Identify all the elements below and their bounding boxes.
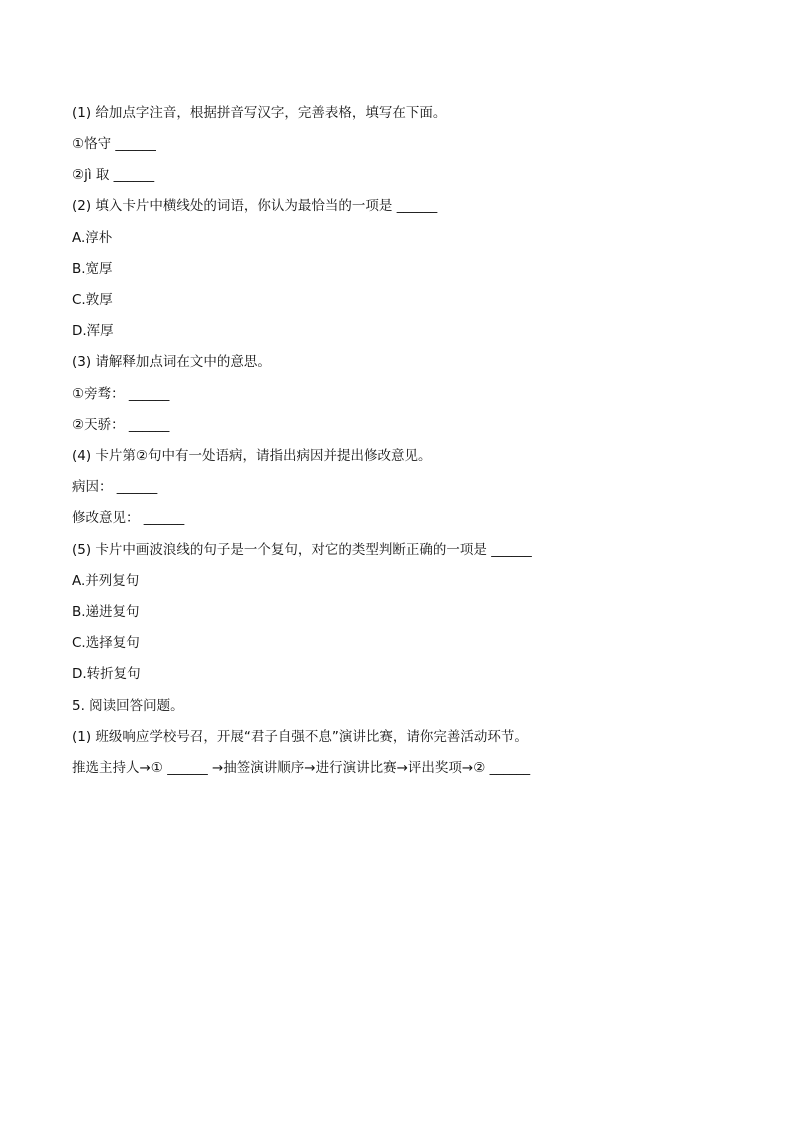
section-5-heading: 5. 阅读回答问题。 — [72, 698, 184, 714]
question-5-stem: (5) 卡片中画波浪线的句子是一个复句，对它的类型判断正确的一项是 ______ — [72, 542, 532, 558]
question-5-option-b: B.递进复句 — [72, 604, 140, 620]
question-4-revision: 修改意见： ______ — [72, 510, 185, 526]
question-2-option-b: B.宽厚 — [72, 261, 113, 277]
question-2-option-a: A.淳朴 — [72, 230, 113, 246]
question-3-stem: (3) 请解释加点词在文中的意思。 — [72, 354, 271, 370]
activity-flow: 推选主持人→① ______ →抽签演讲顺序→进行演讲比赛→评出奖项→② ______ — [72, 760, 531, 776]
question-4-cause: 病因： ______ — [72, 479, 158, 495]
question-5-option-c: C.选择复句 — [72, 635, 140, 651]
question-5-option-a: A.并列复句 — [72, 573, 140, 589]
question-2-option-d: D.浑厚 — [72, 323, 114, 339]
question-1-instruction: (1) 给加点字注音，根据拼音写汉字，完善表格，填写在下面。 — [72, 105, 447, 121]
question-4-stem: (4) 卡片第②句中有一处语病，请指出病因并提出修改意见。 — [72, 448, 432, 464]
question-3-item-1: ①旁骛： ______ — [72, 386, 170, 402]
question-1-item-1: ①恪守 ______ — [72, 136, 156, 152]
question-2-option-c: C.敦厚 — [72, 292, 113, 308]
question-5-option-d: D.转折复句 — [72, 666, 141, 682]
question-1-item-2: ②jì 取 ______ — [72, 167, 155, 183]
question-2-stem: (2) 填入卡片中横线处的词语，你认为最恰当的一项是 ______ — [72, 198, 438, 214]
section-5-question-1: (1) 班级响应学校号召，开展“君子自强不息”演讲比赛，请你完善活动环节。 — [72, 729, 528, 745]
question-3-item-2: ②天骄： ______ — [72, 417, 170, 433]
